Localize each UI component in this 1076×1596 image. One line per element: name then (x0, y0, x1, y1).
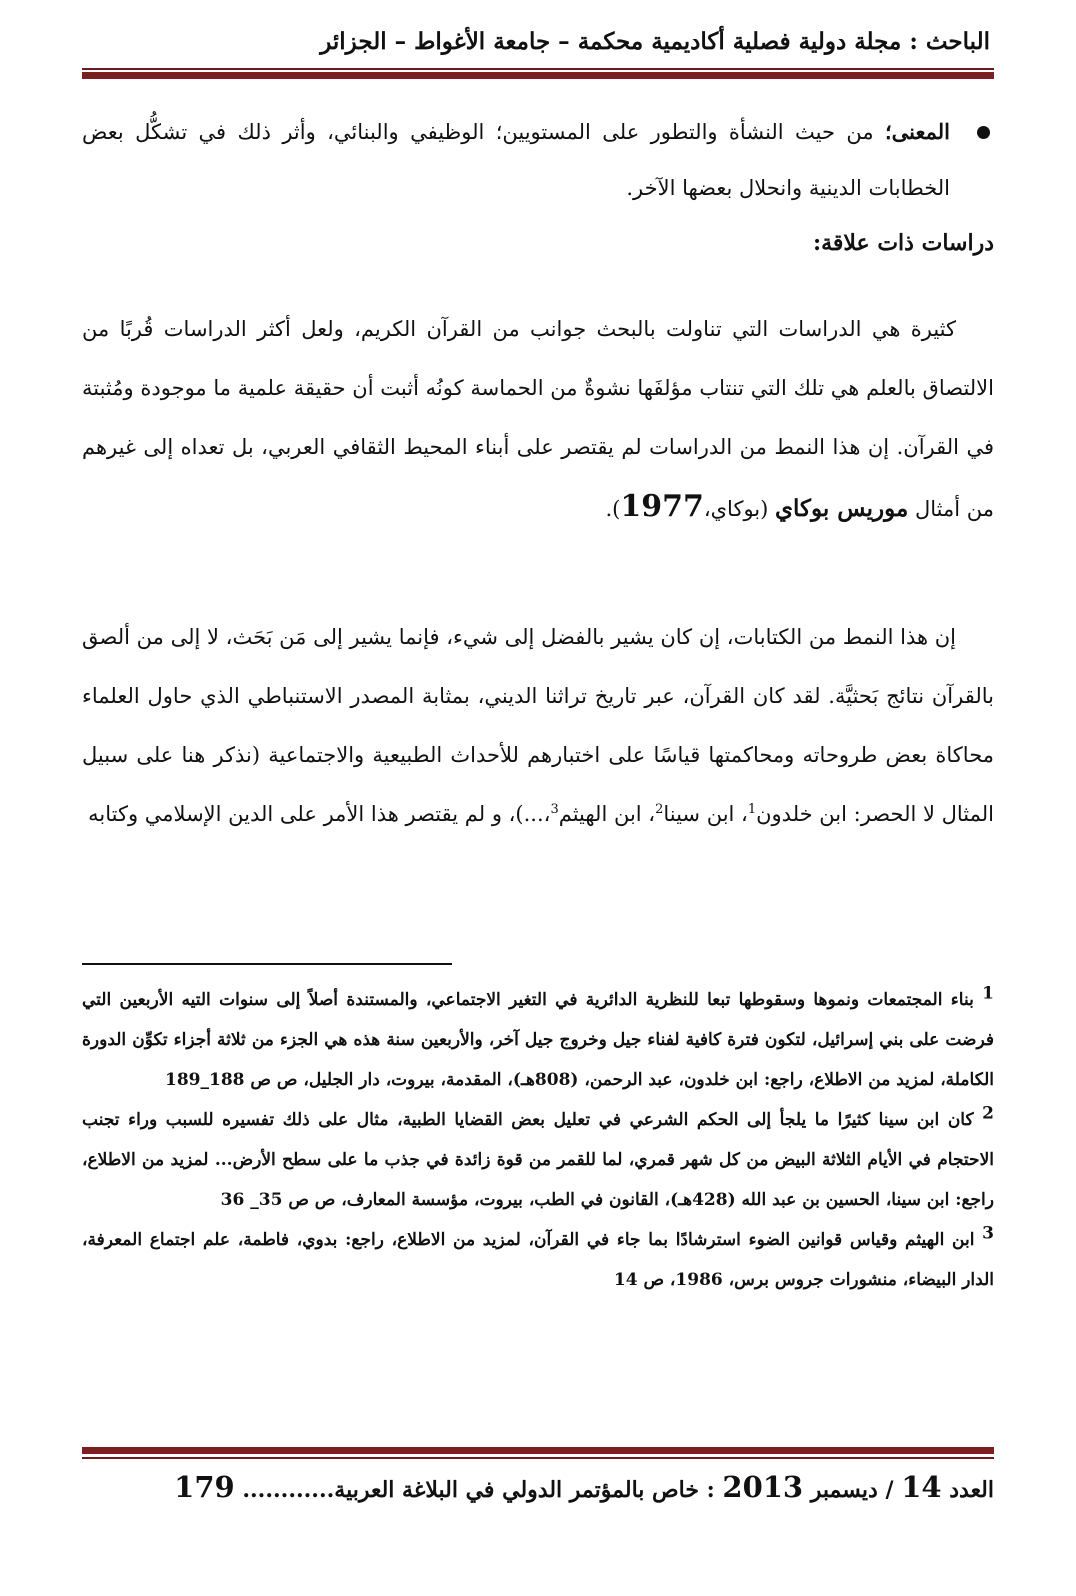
footnote-number: 2 (982, 1103, 994, 1124)
issue-number: 14 (901, 1470, 942, 1504)
issue-label: العدد (949, 1477, 994, 1503)
author-name: موريس بوكاي (775, 495, 909, 522)
citation-suffix: ). (605, 497, 621, 521)
paragraph1-text: كثيرة هي الدراسات التي تناولت بالبحث جوانب من القرآن الكريم، ولعل أكثر الدراسات قُربًا من الالتصاق بالعلم هي تلك التي تنتاب مؤلفَها نشوةٌ من الحماسة كونُه أثبت أن حقيقة علمية ما موجودة ومُثبتة في القرآن. إن هذا النمط من الدراسات لم يقتصر على أبناء المحيط الثقافي العربي، بل تعداه إلى غيرهم من أمثال (82, 317, 994, 521)
footnote-3 (82, 1220, 994, 1300)
bullet-item (82, 104, 994, 216)
bullet-dot-icon (977, 126, 990, 139)
paragraph2-text-a: إن هذا النمط من الكتابات، إن كان يشير بالفضل إلى شيء، فإنما يشير إلى مَن بَحَث، لا إلى من ألصق بالقرآن نتائج بَحثيَّة. لقد كان القرآن، عبر تاريخ تراثنا الديني، بمثابة المصدر الاستنباطي الذي حاول العلماء محاكاة بعض طروحاته ومحاكمتها قياسًا على اختبارهم للأحداث الطبيعية والاجتماعية (نذكر هنا على سبيل المثال لا الحصر: ابن خلدون (82, 625, 994, 826)
document-page (82, 0, 994, 1596)
footer-separator: / (877, 1477, 902, 1503)
paragraph-writings (82, 608, 994, 844)
header-rule-thick (82, 72, 994, 79)
footnote-2 (82, 1100, 994, 1220)
issue-month: ديسمبر (810, 1477, 878, 1503)
paragraph2-text-c: ، ابن الهيثم (558, 802, 656, 826)
footnote-1 (82, 980, 994, 1100)
bullet-text (82, 104, 950, 216)
footnote-number: 3 (982, 1223, 994, 1244)
issue-year: 2013 (722, 1470, 804, 1504)
paragraph2-text-d: ،...)، و لم يقتصر هذا الأمر على الدين الإسلامي وكتابه (88, 802, 551, 826)
page-number: 179 (174, 1470, 235, 1504)
running-footer (82, 1470, 994, 1504)
footnote-number: 1 (982, 983, 994, 1004)
header-rule-thin (82, 68, 994, 70)
footnotes (82, 980, 994, 1300)
footnote-separator (82, 963, 452, 965)
footnote-text: ابن الهيثم وقياس قوانين الضوء استرشادًا بما جاء في القرآن، لمزيد من الاطلاع، راجع: بدوي، فاطمة، علم اجتماع المعرفة، الدار البيضاء، منشورات جروس برس، 1986، ص 14 (82, 1230, 994, 1290)
footer-rule-thin (82, 1457, 994, 1459)
footer-rule-thick (82, 1447, 994, 1454)
issue-description: : خاص بالمؤتمر الدولي في البلاغة العربية............ (234, 1477, 723, 1503)
bullet-body: من حيث النشأة والتطور على المستويين؛ الوظيفي والبنائي، وأثر ذلك في تشكُّل بعض الخطابات الدينية وانحلال بعضها الآخر. (82, 120, 950, 200)
running-header: الباحث : مجلة دولية فصلية أكاديمية محكمة – جامعة الأغواط – الجزائر (320, 28, 990, 55)
footnote-text: بناء المجتمعات ونموها وسقوطها تبعا للنظرية الدائرية في التغير الاجتماعي، والمستندة أصلاً إلى سنوات التيه الأربعين التي فرضت على بني إسرائيل، لتكون فترة كافية لفناء جيل وخروج جيل آخر، والأربعين سنة هذه هي الجزء من ثلاثة أجزاء تكوِّن الدورة الكاملة، لمزيد من الاطلاع، راجع: ابن خلدون، عبد الرحمن، (808هـ)، المقدمة، بيروت، دار الجليل، ص ص 188_189 (82, 990, 995, 1090)
footnote-text: كان ابن سينا كثيرًا ما يلجأ إلى الحكم الشرعي في تعليل بعض القضايا الطبية، مثال على ذلك تفسيره للسبب وراء تجنب الاحتجام في الأيام الثلاثة البيض من كل شهر قمري، لما للقمر من قوة زائدة في جذب ما على سطح الأرض... لمزيد من الاطلاع، راجع: ابن سينا، الحسين بن عبد الله (428هـ)، القانون في الطب، بيروت، مؤسسة المعارف، ص ص 35_ 36 (82, 1110, 994, 1210)
footnote-ref-2[interactable]: 2 (655, 802, 664, 817)
paragraph2-text-b: ، ابن سينا (663, 802, 748, 826)
section-heading: دراسات ذات علاقة: (812, 230, 994, 256)
paragraph-related-studies (82, 300, 994, 539)
citation-prefix: (بوكاي، (703, 497, 776, 521)
citation-year: 1977 (620, 489, 704, 524)
bullet-term: المعنى؛ (884, 119, 950, 144)
footnote-ref-1[interactable]: 1 (747, 802, 757, 817)
footnote-ref-3[interactable]: 3 (550, 802, 559, 817)
